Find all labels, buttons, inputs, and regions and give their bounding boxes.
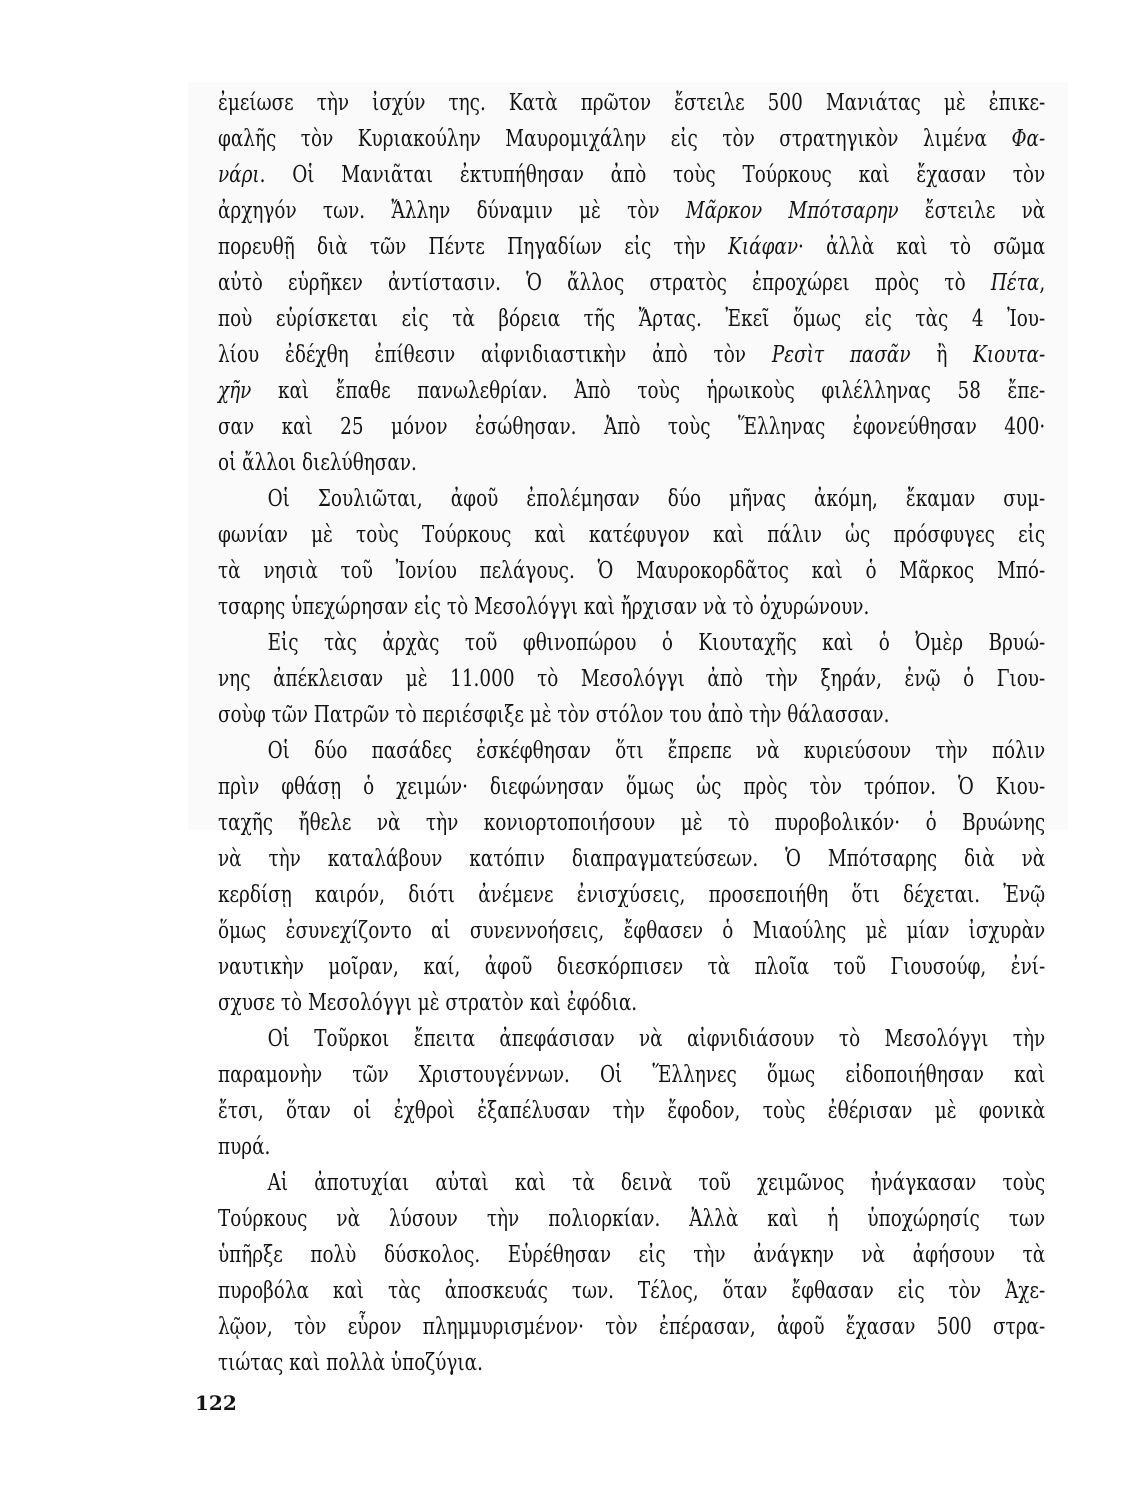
text-line [218,589,1045,625]
text-line [218,1237,1045,1273]
text-line [218,1273,1045,1309]
text-line [218,1021,1045,1057]
text: Οἱ δύο πασάδες ἐσκέφθησαν ὅτι ἔπρεπε νὰ κυριεύσουν τὴν πόλιν [267,738,1046,764]
text-line [218,697,1045,733]
italic-text: Κιουτα- [973,342,1046,368]
text: Εἰς τὰς ἀρχὰς τοῦ φθινοπώρου ὁ Κιουταχῆς καὶ ὁ Ὀμὲρ Βρυώ- [267,630,1046,656]
text: ἀρχηγόν των. Ἄλλην δύναμιν μὲ τὸν [218,198,686,224]
text-line [218,157,1045,193]
text: . Οἱ Μανιᾶται ἐκτυπήθησαν ἀπὸ τοὺς Τούρκους καὶ ἔχασαν τὸν [259,162,1046,188]
text: ταχῆς ἤθελε νὰ τὴν κονιορτοποιήσουν μὲ τὸ πυροβολικόν· ὁ Βρυώνης [218,810,1046,836]
text-line [218,949,1045,985]
text-line [218,661,1045,697]
text: λῷον, τὸν εὗρον πλημμυρισμένον· τὸν ἐπέρασαν, ἀφοῦ ἔχασαν 500 στρα- [218,1314,1046,1340]
text: ἔστειλε νὰ [898,198,1046,224]
paragraph [218,1021,1045,1165]
text-line [218,337,1045,373]
text: νης ἀπέκλεισαν μὲ 11.000 τὸ Μεσολόγγι ἀπὸ τὴν ξηράν, ἐνῷ ὁ Γιου- [218,666,1046,692]
text: ἔτσι, ὅταν οἱ ἐχθροὶ ἐξαπέλυσαν τὴν ἔφοδον, τοὺς ἐθέρισαν μὲ φονικὰ [218,1098,1046,1124]
text-line [218,1309,1045,1345]
text-line [218,805,1045,841]
text-line [218,445,1045,481]
text-line [218,841,1045,877]
text: Οἱ Τοῦρκοι ἔπειτα ἀπεφάσισαν νὰ αἰφνιδιάσουν τὸ Μεσολόγγι τὴν [267,1026,1046,1052]
text: ὅμως ἐσυνεχίζοντο αἱ συνεννοήσεις, ἔφθασεν ὁ Μιαούλης μὲ μίαν ἰσχυρὰν [218,918,1046,944]
text-line [218,1165,1045,1201]
text-line [218,517,1045,553]
page-number: 122 [195,1391,237,1415]
text: ναυτικὴν μοῖραν, καί, ἀφοῦ διεσκόρπισεν τὰ πλοῖα τοῦ Γιουσούφ, ἐνί- [218,954,1046,980]
text-line [218,229,1045,265]
text: νὰ τὴν καταλάβουν κατόπιν διαπραγματεύσεων. Ὁ Μπότσαρης διὰ νὰ [218,846,1046,872]
text: τὰ νησιὰ τοῦ Ἰονίου πελάγους. Ὁ Μαυροκορδᾶτος καὶ ὁ Μᾶρκος Μπό- [218,558,1046,584]
italic-text: Μᾶρκον Μπότσαρην [685,198,899,224]
text: τιώτας καὶ πολλὰ ὑποζύγια. [218,1350,483,1376]
text-line [218,1093,1045,1129]
text: , [1039,270,1046,296]
text: οἱ ἄλλοι διελύθησαν. [218,450,417,476]
text-line [218,913,1045,949]
text-line [218,1201,1045,1237]
italic-text: Φα- [1011,126,1046,152]
text-line [218,985,1045,1021]
italic-text: Πέτα [990,270,1040,296]
text: σοὺφ τῶν Πατρῶν τὸ περιέσφιξε μὲ τὸν στόλον του ἀπὸ τὴν θάλασσαν. [218,702,890,728]
paragraph [218,85,1045,481]
paragraph [218,625,1045,733]
text-line [218,193,1045,229]
text: Οἱ Σουλιῶται, ἀφοῦ ἐπολέμησαν δύο μῆνας ἀκόμη, ἔκαμαν συμ- [267,486,1046,512]
text-line [218,625,1045,661]
text: Αἱ ἀποτυχίαι αὐταὶ καὶ τὰ δεινὰ τοῦ χειμῶνος ἠνάγκασαν τοὺς [267,1170,1046,1196]
italic-text: νάρι [218,162,260,188]
text: τσαρης ὑπεχώρησαν εἰς τὸ Μεσολόγγι καὶ ἤρχισαν νὰ τὸ ὀχυρώνουν. [218,594,870,620]
text-line [218,121,1045,157]
text-line [218,301,1045,337]
text: καὶ ἔπαθε πανωλεθρίαν. Ἀπὸ τοὺς ἡρωικοὺς φιλέλληνας 58 ἔπε- [251,378,1046,404]
text-line [218,373,1045,409]
italic-text: Κιάφαν [728,234,799,260]
text: κερδίσῃ καιρόν, διότι ἀνέμενε ἐνισχύσεις, προσεποιήθη ὅτι δέχεται. Ἐνῷ [218,882,1046,908]
text: ἐμείωσε τὴν ἰσχύν της. Κατὰ πρῶτον ἔστειλε 500 Μανιάτας μὲ ἐπικε- [218,90,1046,116]
text: ἢ [910,342,974,368]
text-line [218,1129,1045,1165]
text: σχυσε τὸ Μεσολόγγι μὲ στρατὸν καὶ ἐφόδια. [218,990,638,1016]
text-line [218,769,1045,805]
italic-text: Ρεσὶτ πασᾶν [771,342,911,368]
text: αὐτὸ εὑρῆκεν ἀντίστασιν. Ὁ ἄλλος στρατὸς ἐπροχώρει πρὸς τὸ [218,270,991,296]
text: ποὺ εὑρίσκεται εἰς τὰ βόρεια τῆς Ἄρτας. Ἐκεῖ ὅμως εἰς τὰς 4 Ἰου- [218,306,1046,332]
paragraph [218,1165,1045,1381]
text-line [218,85,1045,121]
text-block [218,85,1045,1381]
text: Τούρκους νὰ λύσουν τὴν πολιορκίαν. Ἀλλὰ καὶ ἡ ὑποχώρησίς των [218,1206,1046,1232]
paragraph [218,733,1045,1021]
text: φαλῆς τὸν Κυριακούλην Μαυρομιχάλην εἰς τὸν στρατηγικὸν λιμένα [218,126,1012,152]
text: πυρά. [218,1134,271,1160]
text-line [218,1057,1045,1093]
paragraph [218,481,1045,625]
italic-text: χῆν [218,378,252,404]
text-line [218,553,1045,589]
text-line [218,1345,1045,1381]
text: φωνίαν μὲ τοὺς Τούρκους καὶ κατέφυγον καὶ πάλιν ὡς πρόσφυγες εἰς [218,522,1046,548]
text-line [218,877,1045,913]
text: παραμονὴν τῶν Χριστουγέννων. Οἱ Ἕλληνες ὅμως εἰδοποιήθησαν καὶ [218,1062,1046,1088]
text: λίου ἐδέχθη ἐπίθεσιν αἰφνιδιαστικὴν ἀπὸ τὸν [218,342,772,368]
text: σαν καὶ 25 μόνον ἐσώθησαν. Ἀπὸ τοὺς Ἕλληνας ἐφονεύθησαν 400· [218,414,1046,440]
text-line [218,409,1045,445]
text-line [218,733,1045,769]
text: · ἀλλὰ καὶ τὸ σῶμα [798,234,1046,260]
text: πορευθῇ διὰ τῶν Πέντε Πηγαδίων εἰς τὴν [218,234,729,260]
text: πρὶν φθάσῃ ὁ χειμών· διεφώνησαν ὅμως ὡς πρὸς τὸν τρόπον. Ὁ Κιου- [218,774,1046,800]
text-line [218,481,1045,517]
text-line [218,265,1045,301]
text: πυροβόλα καὶ τὰς ἀποσκευάς των. Τέλος, ὅταν ἔφθασαν εἰς τὸν Ἀχε- [218,1278,1046,1304]
text: ὑπῆρξε πολὺ δύσκολος. Εὑρέθησαν εἰς τὴν ἀνάγκην νὰ ἀφήσουν τὰ [218,1242,1046,1268]
